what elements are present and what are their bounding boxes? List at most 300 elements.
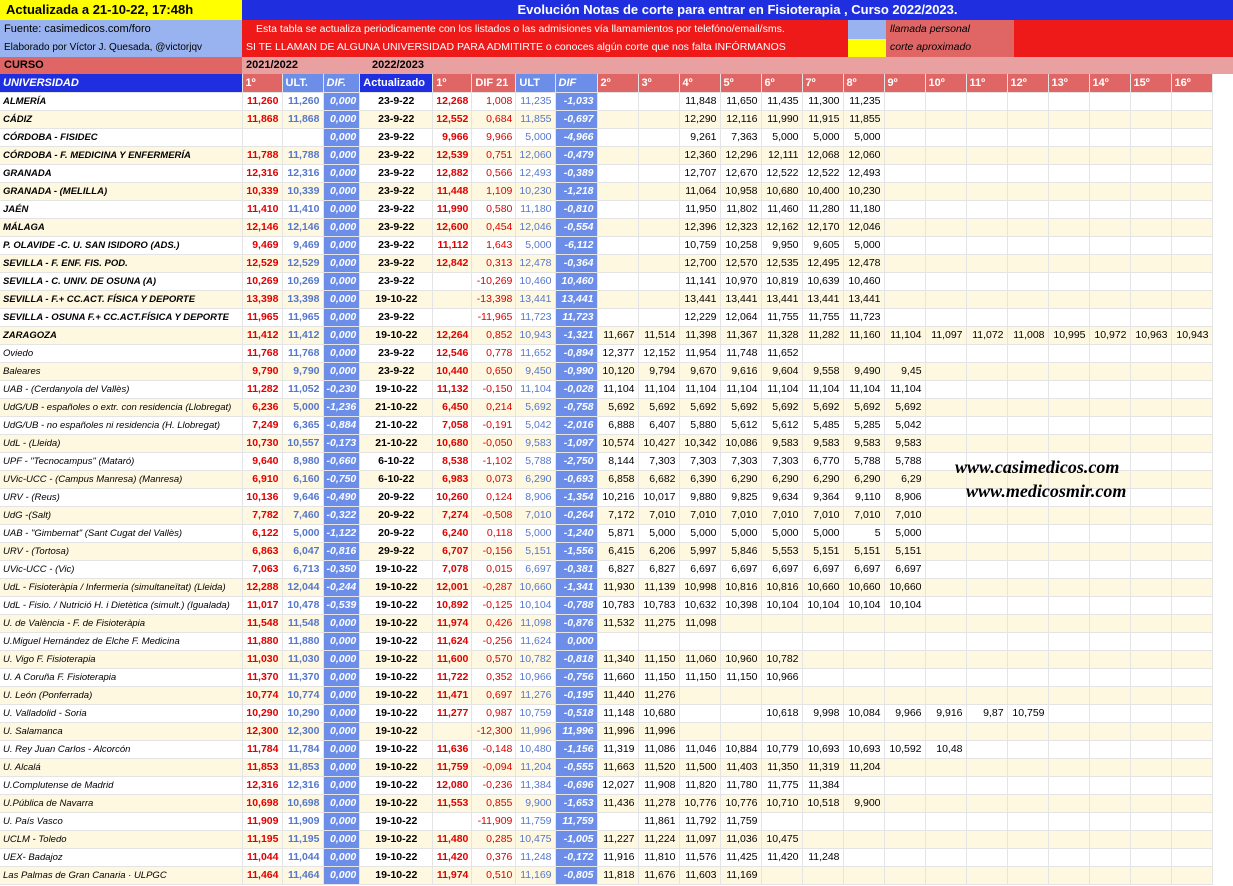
table-cell: 23-9-22 [360,218,433,236]
table-cell: 10,480 [516,740,555,758]
table-cell [1048,596,1089,614]
table-cell [802,866,843,884]
table-cell: 11,180 [516,200,555,218]
table-cell [966,524,1007,542]
table-cell [1171,164,1212,182]
table-cell [1007,686,1048,704]
table-cell: 6-10-22 [360,452,433,470]
table-cell: 6,290 [516,470,555,488]
table-cell: 12,529 [242,254,282,272]
university-name: UdL - Fisio. / Nutrició H. i Dietètica (simult.) (Igualada) [0,596,242,614]
table-cell [638,182,679,200]
table-cell [761,686,802,704]
table-cell: 11,195 [282,830,323,848]
table-cell [1089,308,1130,326]
table-cell: 11,464 [282,866,323,884]
table-cell: -1,321 [555,326,597,344]
table-cell [925,398,966,416]
university-name: Oviedo [0,344,242,362]
table-cell [1171,344,1212,362]
table-cell: 9,634 [761,488,802,506]
table-cell: 5,788 [843,452,884,470]
table-cell: 11,248 [516,848,555,866]
table-cell: 11,150 [638,668,679,686]
table-cell: 11,260 [242,92,282,110]
table-cell: 19-10-22 [360,326,433,344]
table-cell: 11,030 [242,650,282,668]
table-cell: 10,478 [282,596,323,614]
table-cell [1048,866,1089,884]
table-cell: 0,000 [323,866,360,884]
table-cell [966,272,1007,290]
table-cell [1048,344,1089,362]
table-cell [884,182,925,200]
table-cell: 10,660 [884,578,925,596]
table-cell: 10,660 [516,578,555,596]
table-cell: 11,624 [433,632,472,650]
table-cell: 0,426 [472,614,516,632]
table-cell: 6,390 [679,470,720,488]
table-cell [1048,740,1089,758]
table-cell [1048,542,1089,560]
table-cell [884,236,925,254]
table-cell [1089,380,1130,398]
table-row [0,182,1212,200]
table-cell: 11,148 [597,704,638,722]
table-cell: 9,880 [679,488,720,506]
table-cell: 9,261 [679,128,720,146]
table-cell [966,866,1007,884]
table-cell [966,596,1007,614]
table-cell: 6,697 [761,560,802,578]
table-cell: 5,151 [516,542,555,560]
table-cell: 23-9-22 [360,362,433,380]
table-cell: -0,156 [472,542,516,560]
table-cell: 11,532 [597,614,638,632]
table-cell [1007,416,1048,434]
table-cell [884,254,925,272]
table-cell [1089,92,1130,110]
university-name: U. Alcalá [0,758,242,776]
table-cell: 5,692 [761,398,802,416]
table-cell [1089,686,1130,704]
table-cell: 9,604 [761,362,802,380]
table-cell [1048,560,1089,578]
table-cell: 5,871 [597,524,638,542]
table-cell [679,632,720,650]
table-cell: 6,697 [516,560,555,578]
table-cell: 21-10-22 [360,416,433,434]
table-cell: 12,478 [516,254,555,272]
table-cell: 11,548 [242,614,282,632]
table-cell [1007,614,1048,632]
table-cell: 5,997 [679,542,720,560]
table-cell [1130,308,1171,326]
table-cell: 7,058 [433,416,472,434]
table-cell [1130,164,1171,182]
table-cell: 11,868 [242,110,282,128]
table-cell: 19-10-22 [360,686,433,704]
table-cell [843,632,884,650]
table-cell: -1,653 [555,794,597,812]
table-cell [1171,830,1212,848]
table-cell: 11,802 [720,200,761,218]
table-cell: 0,000 [323,614,360,632]
table-cell [966,650,1007,668]
table-cell [925,110,966,128]
table-cell [925,380,966,398]
table-cell: 12,064 [720,308,761,326]
table-cell: 9,950 [761,236,802,254]
table-row [0,866,1212,884]
table-cell: 10,660 [802,578,843,596]
table-cell [1007,92,1048,110]
table-cell: 11,853 [242,758,282,776]
table-cell [966,128,1007,146]
university-name: UdL - (Lleida) [0,434,242,452]
table-cell: 0,000 [323,722,360,740]
university-name: MÁLAGA [0,218,242,236]
table-cell: 0,000 [323,236,360,254]
table-cell: 5,692 [884,398,925,416]
table-cell: 5,000 [282,398,323,416]
table-cell [966,668,1007,686]
table-cell: 19-10-22 [360,794,433,812]
table-cell: 10,104 [802,596,843,614]
table-cell [1171,650,1212,668]
column-header: 12º [1007,74,1048,92]
table-cell [1171,866,1212,884]
table-cell [884,848,925,866]
university-name: UdL - Fisioteràpia / Infermeria (simultaneïtat) (Lleida) [0,578,242,596]
table-cell: 6,407 [638,416,679,434]
table-cell: 19-10-22 [360,578,433,596]
table-cell [597,128,638,146]
table-cell: 11,759 [433,758,472,776]
table-cell: 9,45 [884,362,925,380]
table-cell [1089,794,1130,812]
table-cell: 11,403 [720,758,761,776]
table-cell: 19-10-22 [360,614,433,632]
table-cell: 11,030 [282,650,323,668]
table-cell: -0,148 [472,740,516,758]
column-header: 9º [884,74,925,92]
table-cell: 11,855 [843,110,884,128]
table-cell: 9,916 [925,704,966,722]
table-cell [843,650,884,668]
table-cell [1171,596,1212,614]
university-name: ALMERÍA [0,92,242,110]
table-cell [1130,722,1171,740]
column-header: 1º [433,74,472,92]
table-cell [1048,218,1089,236]
table-cell [1007,146,1048,164]
table-cell: 11,104 [843,380,884,398]
table-cell: 11,150 [638,650,679,668]
table-cell [1171,812,1212,830]
table-cell: 12,842 [433,254,472,272]
table-cell [884,344,925,362]
table-cell [1130,344,1171,362]
column-header: 3º [638,74,679,92]
table-cell [1007,578,1048,596]
table-cell: 10,966 [761,668,802,686]
table-cell: 11,139 [638,578,679,596]
table-cell: -0,173 [323,434,360,452]
table-cell: 9,998 [802,704,843,722]
table-cell [1171,236,1212,254]
column-header: DIF. [323,74,360,92]
table-cell: 6,415 [597,542,638,560]
table-cell: 1,008 [472,92,516,110]
table-cell [1130,794,1171,812]
table-cell: 9,87 [966,704,1007,722]
table-row [0,128,1212,146]
table-cell [720,704,761,722]
table-cell: 8,906 [516,488,555,506]
table-cell [597,308,638,326]
table-cell: 7,010 [884,506,925,524]
table-cell: 10,342 [679,434,720,452]
table-cell: 11,915 [802,110,843,128]
table-cell: 12,229 [679,308,720,326]
column-header: 4º [679,74,720,92]
table-cell: 11,650 [720,92,761,110]
table-cell: -1,240 [555,524,597,542]
table-cell: -0,758 [555,398,597,416]
table-cell [966,290,1007,308]
table-cell: 12,495 [802,254,843,272]
table-cell [802,614,843,632]
table-cell [638,236,679,254]
table-cell [884,146,925,164]
table-cell [925,722,966,740]
table-cell: 11,277 [433,704,472,722]
table-cell: 10,972 [1089,326,1130,344]
table-cell: 10,998 [679,578,720,596]
table-cell: 10,104 [843,596,884,614]
table-cell: 6,770 [802,452,843,470]
table-cell [1007,398,1048,416]
university-name: CÓRDOBA - F. MEDICINA Y ENFERMERÍA [0,146,242,164]
table-cell: 6,29 [884,470,925,488]
table-cell: -1,556 [555,542,597,560]
table-cell: 0,000 [323,758,360,776]
table-cell: 0,852 [472,326,516,344]
table-cell: 6,290 [843,470,884,488]
table-row [0,362,1212,380]
table-cell: -1,122 [323,524,360,542]
table-cell: 11,104 [884,326,925,344]
table-cell: 12,522 [761,164,802,182]
table-cell: 10,884 [720,740,761,758]
table-cell: 10,136 [242,488,282,506]
table-cell: 11,276 [638,686,679,704]
table-cell [966,200,1007,218]
table-cell [1089,290,1130,308]
table-cell: 0,000 [323,740,360,758]
table-cell: 12,700 [679,254,720,272]
table-cell: 19-10-22 [360,866,433,884]
table-cell: 6,827 [597,560,638,578]
table-cell: 11,788 [282,146,323,164]
table-cell: 11,195 [242,830,282,848]
table-cell: 12,111 [761,146,802,164]
table-cell: 0,214 [472,398,516,416]
table-cell: 9,640 [242,452,282,470]
column-header: 1º [242,74,282,92]
table-cell: 10,680 [433,434,472,452]
table-cell: 9,583 [516,434,555,452]
table-cell [1089,632,1130,650]
table-cell: 6,863 [242,542,282,560]
table-cell: 11,275 [638,614,679,632]
table-cell: -1,005 [555,830,597,848]
table-cell [925,308,966,326]
table-cell [1171,722,1212,740]
table-cell: 12,288 [242,578,282,596]
table-row [0,92,1212,110]
table-cell: 11,965 [242,308,282,326]
table-cell: 1,643 [472,236,516,254]
table-cell [638,254,679,272]
table-cell: 11,723 [516,308,555,326]
table-cell: 5,000 [720,524,761,542]
table-cell: -0,244 [323,578,360,596]
table-cell [1171,524,1212,542]
source-label: Fuente: casimedicos.com/foro [0,20,242,39]
table-cell: 11,548 [282,614,323,632]
table-cell [925,776,966,794]
table-cell [720,722,761,740]
table-cell: 11,660 [597,668,638,686]
table-cell: 11,723 [843,308,884,326]
table-cell: 8,980 [282,452,323,470]
table-cell [1130,632,1171,650]
table-cell: 10,086 [720,434,761,452]
table-cell: 10,693 [843,740,884,758]
table-cell: 10,958 [720,182,761,200]
table-cell: 11,768 [242,344,282,362]
table-cell [1048,362,1089,380]
table-cell: 0,285 [472,830,516,848]
table-cell: 10,104 [761,596,802,614]
table-cell: 10,48 [925,740,966,758]
table-cell: 0,124 [472,488,516,506]
table-cell: 23-9-22 [360,128,433,146]
table-cell [802,722,843,740]
table-cell: 5,042 [516,416,555,434]
table-cell: 12,044 [282,578,323,596]
table-cell [843,830,884,848]
table-cell: 0,313 [472,254,516,272]
table-cell [925,578,966,596]
table-cell: 11,224 [638,830,679,848]
table-cell: 5,692 [679,398,720,416]
table-cell [1007,128,1048,146]
table-cell: 5,692 [720,398,761,416]
table-cell: 11,965 [282,308,323,326]
university-name: U. León (Ponferrada) [0,686,242,704]
table-cell: 10,776 [679,794,720,812]
table-cell [638,110,679,128]
table-cell: 5,000 [802,524,843,542]
table-cell: 7,010 [761,506,802,524]
table-cell: 11,064 [679,182,720,200]
table-cell: 10,632 [679,596,720,614]
table-cell: -0,050 [472,434,516,452]
table-cell: 9,646 [282,488,323,506]
table-cell: 19-10-22 [360,830,433,848]
table-cell: 10,774 [282,686,323,704]
table-cell [1130,506,1171,524]
table-cell [1130,524,1171,542]
table-cell [638,92,679,110]
table-cell [1048,128,1089,146]
table-cell: 19-10-22 [360,722,433,740]
table-cell: 10,730 [242,434,282,452]
table-cell [1007,110,1048,128]
table-cell: 0,015 [472,560,516,578]
table-row [0,704,1212,722]
table-cell [1048,668,1089,686]
table-cell: -0,876 [555,614,597,632]
table-cell [1089,146,1130,164]
column-header: 14º [1089,74,1130,92]
table-cell [1130,434,1171,452]
university-name: CÓRDOBA - FISIDEC [0,128,242,146]
table-cell: 9,966 [472,128,516,146]
table-cell: 23-9-22 [360,182,433,200]
table-cell [1171,470,1212,488]
table-cell: -13,398 [472,290,516,308]
table-cell: 9,469 [242,236,282,254]
table-cell: 11,868 [282,110,323,128]
table-cell [1171,434,1212,452]
table-cell [1130,848,1171,866]
table-cell: 0,000 [323,830,360,848]
table-cell: 10,782 [516,650,555,668]
table-cell: 11,046 [679,740,720,758]
table-cell: 10,290 [242,704,282,722]
table-cell: 12,882 [433,164,472,182]
table-cell: -0,150 [472,380,516,398]
table-cell [1171,182,1212,200]
table-cell: 11,755 [802,308,843,326]
table-cell: -0,230 [323,380,360,398]
table-cell: 23-9-22 [360,146,433,164]
table-cell [1171,758,1212,776]
table-cell [1048,848,1089,866]
legend-swatch-approx [848,39,886,57]
table-cell: 5,000 [843,236,884,254]
table-cell: 8,144 [597,452,638,470]
table-cell: 11,370 [282,668,323,686]
table-cell: -1,033 [555,92,597,110]
table-cell: 10,943 [516,326,555,344]
table-cell: 10,269 [242,272,282,290]
table-cell: 20-9-22 [360,524,433,542]
table-cell: 11,282 [242,380,282,398]
table-cell: 6,290 [802,470,843,488]
table-cell: 11,104 [761,380,802,398]
table-cell [966,92,1007,110]
table-cell [1089,110,1130,128]
table-cell: 11,514 [638,326,679,344]
table-cell [1171,686,1212,704]
table-cell [1089,560,1130,578]
table-cell [1089,812,1130,830]
